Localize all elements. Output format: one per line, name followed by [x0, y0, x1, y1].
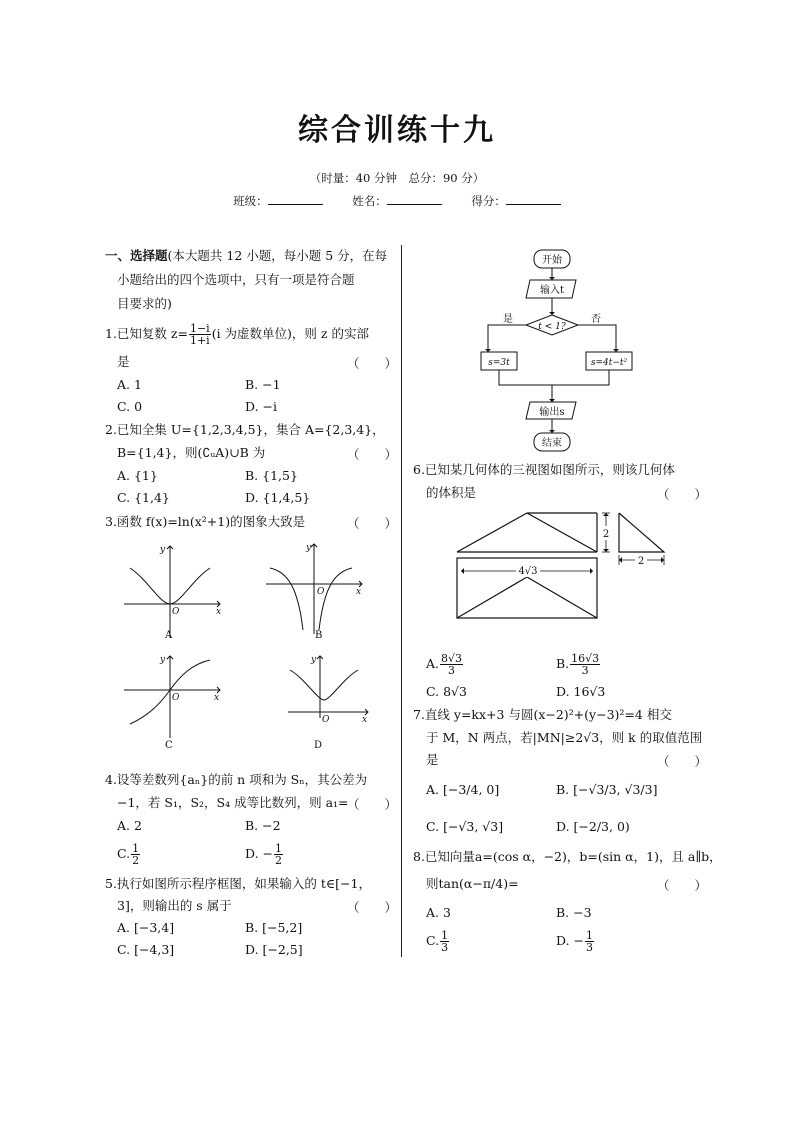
graph-b-origin: O — [317, 587, 325, 597]
graph-c-y-label: y — [160, 655, 166, 665]
section-heading-text-1: (本大题共 12 小题，每小题 5 分，在每 — [167, 248, 388, 263]
section-heading-bold: 一、选择题 — [105, 248, 168, 263]
q8-option-c[interactable] — [426, 929, 450, 953]
graph-d-origin: O — [322, 715, 330, 725]
q5-line1: 5.执行如图所示程序框图，如果输入的 t∈[−1， — [105, 876, 371, 891]
q2-answer-blank[interactable]: （ ） — [347, 447, 398, 462]
flow-right-box: s=4t−t² — [590, 358, 628, 368]
section-heading-text-3: 目要求的) — [117, 296, 172, 311]
graph-a-origin: O — [172, 607, 180, 617]
q4-d-den: 2 — [275, 854, 282, 867]
flow-left-box: s=3t — [488, 358, 510, 368]
q6-answer-blank[interactable]: （ ） — [657, 487, 708, 502]
q5-option-d[interactable]: D. [−2,5] — [245, 942, 303, 957]
q1-option-b[interactable]: B. −1 — [245, 377, 281, 392]
q7-option-a[interactable]: A. [−3/4, 0] — [426, 782, 500, 797]
q8-option-a[interactable]: A. 3 — [426, 905, 451, 920]
graph-c-origin: O — [172, 693, 180, 703]
q4-option-d[interactable] — [245, 842, 284, 866]
q1-num: 1−i — [189, 322, 210, 335]
q3-answer-blank[interactable]: （ ） — [347, 516, 398, 531]
q8-c-prefix: C. — [426, 933, 440, 948]
q4-answer-blank[interactable]: （ ） — [347, 797, 398, 812]
q4-option-b[interactable]: B. −2 — [245, 818, 281, 833]
q4-c-num: 1 — [132, 842, 140, 855]
page-title: 综合训练十九 — [298, 113, 496, 148]
graph-a-label: A — [165, 630, 173, 641]
q8-d-num: 1 — [586, 929, 593, 942]
q6-b-den: 3 — [581, 664, 589, 677]
q5-answer-blank[interactable]: （ ） — [347, 900, 398, 915]
graph-a-y-label: y — [160, 545, 166, 555]
q7-line1: 7.直线 y=kx+3 与圆(x−2)²+(y−3)²=4 相交 — [413, 707, 672, 722]
name-label: 姓名： — [352, 194, 387, 208]
graph-b-y-label: y — [306, 543, 312, 553]
score-label: 得分： — [471, 194, 506, 208]
q1-option-d[interactable]: D. −i — [245, 399, 277, 414]
q1-line2: 是 — [117, 354, 130, 369]
q8-d-den: 3 — [586, 941, 593, 954]
q8-line2-a: 则tan — [426, 876, 460, 891]
q6-a-prefix: A. — [426, 656, 440, 671]
q6-b-prefix: B. — [556, 656, 570, 671]
q1-den: 1+i — [189, 334, 210, 347]
q8-c-den: 3 — [441, 941, 449, 954]
graph-d-y-label: y — [311, 655, 317, 665]
q6-dim-height: 2 — [602, 529, 610, 540]
flow-no: 否 — [591, 314, 601, 325]
q1-stem — [105, 322, 369, 346]
q6-option-d[interactable]: D. 16√3 — [556, 684, 606, 699]
q8-c-num: 1 — [441, 929, 449, 942]
q7-option-c[interactable]: C. [−√3, √3] — [426, 819, 504, 834]
q1-fraction — [189, 323, 211, 346]
graph-b-x-label: x — [356, 587, 362, 597]
flow-input: 输入t — [539, 285, 565, 296]
section-heading — [105, 248, 387, 264]
flow-end: 结束 — [542, 438, 562, 449]
q4-option-a[interactable]: A. 2 — [117, 818, 142, 833]
q6-a-num: 8√3 — [441, 652, 463, 665]
q4-d-num: 1 — [275, 842, 282, 855]
q7-line2: 于 M，N 两点，若|MN|≥2√3，则 k 的取值范围 — [426, 730, 703, 745]
graph-c-label: C — [165, 740, 173, 750]
q6-option-b[interactable] — [556, 651, 601, 677]
flowchart — [478, 245, 638, 457]
q6-a-den: 3 — [448, 664, 456, 677]
graph-c-x-label: x — [214, 693, 220, 703]
q5-option-a[interactable]: A. [−3,4] — [117, 920, 175, 935]
q7-answer-blank[interactable]: （ ） — [657, 754, 708, 769]
class-label: 班级： — [233, 194, 268, 208]
q6-line1: 6.已知某几何体的三视图如图所示，则该几何体 — [413, 462, 675, 477]
q2-option-c[interactable]: C. {1,4} — [117, 490, 170, 505]
graph-d-label: D — [314, 740, 323, 750]
q2-line1: 2.已知全集 U={1,2,3,4,5}，集合 A={2,3,4}， — [105, 422, 385, 437]
q5-option-c[interactable]: C. [−4,3] — [117, 942, 175, 957]
q8-line2 — [426, 876, 519, 892]
q5-option-b[interactable]: B. [−5,2] — [245, 920, 303, 935]
exam-meta: （时量：40 分钟 总分：90 分） — [309, 171, 485, 185]
section-heading-text-2: 小题给出的四个选项中，只有一项是符合题 — [117, 272, 355, 287]
q5-line2: 3]，则输出的 s 属于 — [117, 898, 232, 913]
q6-option-a[interactable] — [426, 651, 464, 677]
q4-option-c-prefix: C. — [117, 846, 131, 861]
q8-option-b[interactable]: B. −3 — [556, 905, 592, 920]
q6-three-view — [452, 507, 677, 647]
q1-text-b: (i 为虚数单位)，则 z 的实部 — [211, 326, 369, 341]
graph-a-x-label: x — [216, 607, 222, 617]
flow-start: 开始 — [542, 255, 562, 266]
name-field[interactable] — [387, 192, 442, 205]
q2-option-d[interactable]: D. {1,4,5} — [245, 490, 311, 505]
q4-option-c[interactable] — [117, 842, 141, 866]
q1-option-c[interactable]: C. 0 — [117, 399, 143, 414]
q6-dim-length: 4√3 — [518, 566, 538, 577]
q3-graphs — [118, 538, 373, 750]
q8-line1: 8.已知向量a=(cos α，−2)，b=(sin α，1)，且 a∥b， — [413, 849, 722, 864]
q7-option-d[interactable]: D. [−2/3, 0) — [556, 819, 630, 834]
student-fields — [0, 192, 794, 209]
q6-b-num: 16√3 — [571, 652, 600, 665]
flow-condition: t < 1? — [538, 322, 566, 332]
q7-line3: 是 — [426, 752, 439, 767]
q6-line2: 的体积是 — [426, 485, 477, 500]
q4-line1: 4.设等差数列{aₙ}的前 n 项和为 Sₙ，其公差为 — [105, 772, 368, 787]
q3-line1: 3.函数 f(x)=ln(x²+1)的图象大致是 — [105, 514, 306, 529]
flow-yes: 是 — [503, 314, 513, 325]
q8-d-prefix: D. − — [556, 933, 584, 948]
q8-answer-blank[interactable]: （ ） — [657, 878, 708, 893]
q4-c-den: 2 — [132, 854, 140, 867]
q1-answer-blank[interactable]: （ ） — [347, 356, 398, 371]
column-divider — [401, 245, 402, 957]
q8-line2-b: (α−π/4)= — [459, 876, 519, 891]
q4-option-d-prefix: D. − — [245, 846, 273, 861]
q7-option-b[interactable]: B. [−√3/3, √3/3] — [556, 782, 658, 797]
class-field[interactable] — [268, 192, 323, 205]
q8-option-d[interactable] — [556, 929, 595, 953]
graph-d-x-label: x — [362, 715, 368, 725]
q4-line2: −1，若 S₁，S₂，S₄ 成等比数列，则 a₁= — [117, 795, 349, 810]
q2-line2: B={1,4}，则(∁ᵤA)∪B 为 — [117, 445, 266, 460]
flow-output: 输出s — [539, 407, 565, 418]
graph-b-label: B — [315, 630, 323, 641]
q6-option-c[interactable]: C. 8√3 — [426, 684, 467, 699]
q6-dim-width: 2 — [637, 556, 645, 567]
q1-option-a[interactable]: A. 1 — [117, 377, 142, 392]
q2-option-b[interactable]: B. {1,5} — [245, 468, 298, 483]
q2-option-a[interactable]: A. {1} — [117, 468, 158, 483]
q1-text-a: 1.已知复数 z= — [105, 326, 188, 341]
score-field[interactable] — [506, 192, 561, 205]
